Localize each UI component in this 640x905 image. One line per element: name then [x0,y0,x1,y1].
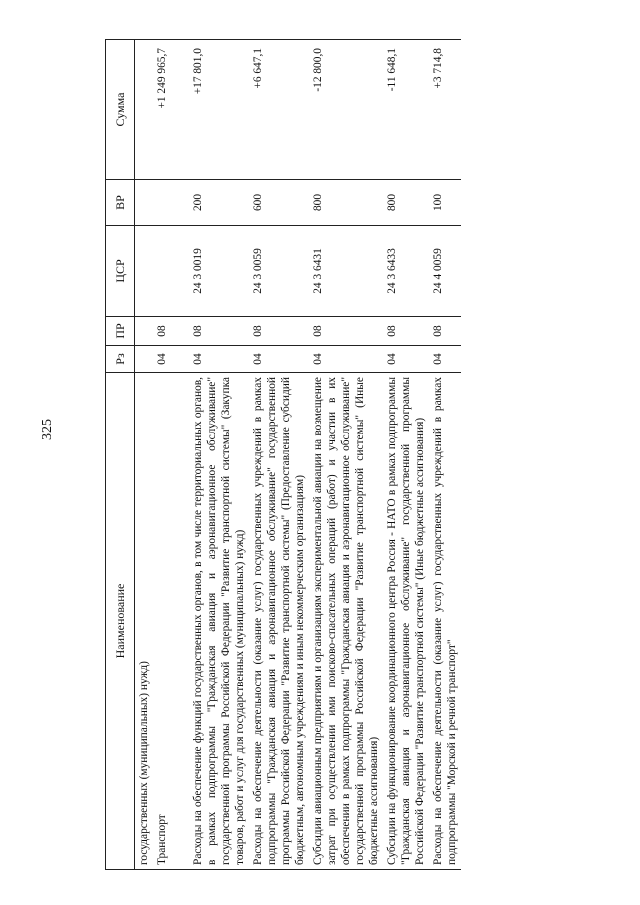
table-row [383,40,429,870]
row-name: Расходы на обеспечение деятельности (оказание услуг) государственных учреждений в рамках подпрограммы "Гражданская авиация и аэронавигационное обслуживание" государственной программы Российской Федерации "Развитие транспортной системы" (Предоставление субсидий бюджетным, автономным учреждениям и иным некоммерческим организациям) [249,373,309,870]
header-rz: Рз [106,346,135,373]
row-rz: 04 [309,346,383,373]
table-row [249,40,309,870]
row-vr [135,180,154,226]
header-sum: Сумма [106,40,135,180]
table-row [429,40,461,870]
table-row [309,40,383,870]
budget-table-container [105,40,595,870]
header-vr: ВР [106,180,135,226]
table-row [135,40,154,870]
row-rz: 04 [383,346,429,373]
row-name: государственных (муниципальных) нужд) [135,373,154,870]
row-vr: 600 [249,180,309,226]
row-vr: 800 [383,180,429,226]
row-sum: +6 647,1 [249,40,309,180]
row-sum: +3 714,8 [429,40,461,180]
row-csr [153,226,189,317]
row-name: Субсидии авиационным предприятиям и организациям экспериментальной авиации на возмещение затрат при осуществлении ими поисково-спасательных операций (работ) и участии в их обеспечении в рамках подпрограммы "Гражданская авиация и аэронавигационное обслуживание" государственной программы Российской Федерации "Развитие транспортной системы" (Иные бюджетные ассигнования) [309,373,383,870]
row-pr [135,317,154,346]
row-sum: -12 800,0 [309,40,383,180]
row-sum [135,40,154,180]
row-pr: 08 [189,317,249,346]
row-pr: 08 [249,317,309,346]
row-csr [135,226,154,317]
row-name: Расходы на обеспечение деятельности (оказание услуг) государственных учреждений в рамках подпрограммы "Морской и речной транспорт" [429,373,461,870]
row-csr: 24 3 0059 [249,226,309,317]
budget-table [105,39,461,870]
row-name: Субсидии на функционирование координационного центра Россия - НАТО в рамках подпрограммы "Гражданская авиация и аэронавигационное обслуживание" государственной программы Российской Федерации "Развитие транспортной системы" (Иные бюджетные ассигнования) [383,373,429,870]
row-rz: 04 [429,346,461,373]
row-pr: 08 [383,317,429,346]
table-row [153,40,189,870]
row-csr: 24 3 6433 [383,226,429,317]
table-header-row [106,40,135,870]
row-rz: 04 [189,346,249,373]
row-pr: 08 [309,317,383,346]
row-csr: 24 4 0059 [429,226,461,317]
header-name: Наименование [106,373,135,870]
row-vr: 800 [309,180,383,226]
row-vr: 200 [189,180,249,226]
row-rz [135,346,154,373]
header-csr: ЦСР [106,226,135,317]
row-rz: 04 [249,346,309,373]
table-row [189,40,249,870]
row-pr: 08 [153,317,189,346]
row-sum: +1 249 965,7 [153,40,189,180]
row-vr: 100 [429,180,461,226]
header-pr: ПР [106,317,135,346]
row-csr: 24 3 6431 [309,226,383,317]
row-pr: 08 [429,317,461,346]
row-csr: 24 3 0019 [189,226,249,317]
page-number: 325 [40,419,55,440]
row-vr [153,180,189,226]
row-name: Расходы на обеспечение функций государственных органов, в том числе территориальных органов, в рамках подпрограммы "Гражданская авиация и аэронавигационное обслуживание" государственной программы Российской Федерации "Развитие транспортной системы" (Закупка товаров, работ и услуг для государственных (муниципальных) нужд) [189,373,249,870]
row-sum: -11 648,1 [383,40,429,180]
row-rz: 04 [153,346,189,373]
row-sum: +17 801,0 [189,40,249,180]
row-name: Транспорт [153,373,189,870]
